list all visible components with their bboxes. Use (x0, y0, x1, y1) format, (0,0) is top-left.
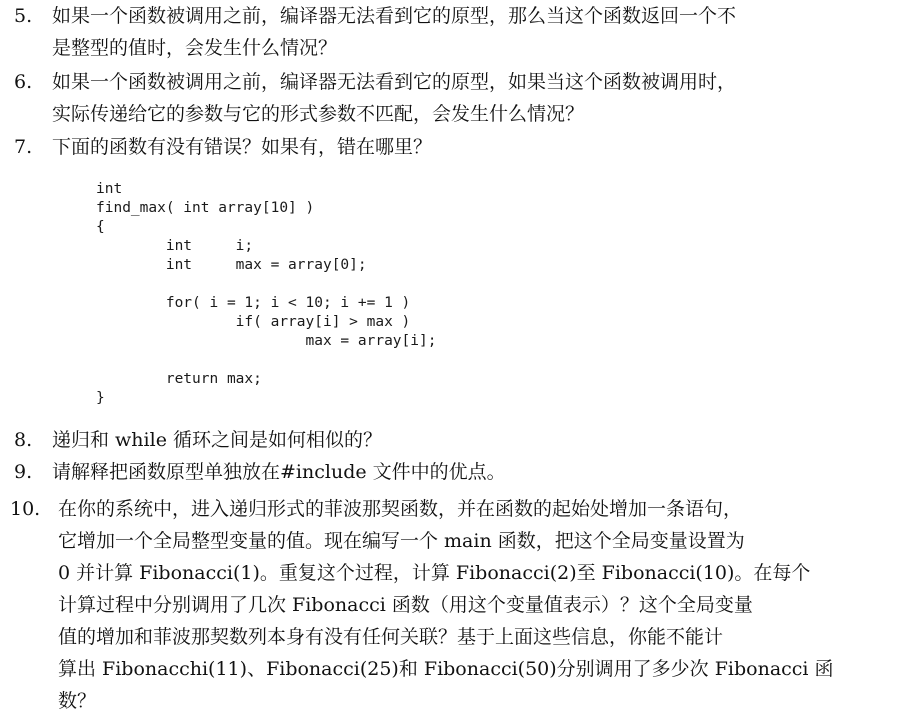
question-text-line: 在你的系统中，进入递归形式的菲波那契函数，并在函数的起始处增加一条语句， (58, 498, 743, 520)
question-number: 7. (14, 136, 33, 158)
question-text-line: 实际传递给它的参数与它的形式参数不匹配，会发生什么情况？ (52, 103, 585, 125)
code-line: int max = array[0]; (96, 257, 367, 273)
question-text-line: 值的增加和菲波那契数列本身有没有任何关联？基于上面这些信息，你能不能计 (58, 626, 724, 648)
question-number: 6. (14, 71, 33, 93)
question-number: 5. (14, 5, 33, 27)
code-line: } (96, 390, 105, 406)
code-line: int (96, 181, 123, 197)
question-text-line: 递归和 while 循环之间是如何相似的？ (52, 429, 382, 451)
question-number: 9. (14, 461, 33, 483)
question-text-line: 数？ (58, 690, 97, 712)
question-text-line: 计算过程中分别调用了几次 Fibonacci 函数（用这个变量值表示）？这个全局变量 (58, 594, 753, 616)
code-line: { (96, 219, 105, 235)
question-text-line: 0 并计算 Fibonacci(1)。重复这个过程，计算 Fibonacci(2)至 Fibonacci(10)。在每个 (58, 562, 811, 584)
question-text-line: 下面的函数有没有错误？如果有，错在哪里？ (52, 136, 433, 158)
question-text-line: 请解释把函数原型单独放在#include 文件中的优点。 (52, 461, 506, 483)
code-line: for( i = 1; i < 10; i += 1 ) (96, 295, 411, 311)
code-line: int i; (96, 238, 254, 254)
question-text-line: 如果一个函数被调用之前，编译器无法看到它的原型，那么当这个函数返回一个不 (52, 5, 737, 27)
code-line: return max; (96, 371, 262, 387)
question-number: 8. (14, 429, 33, 451)
question-text-line: 是整型的值时，会发生什么情况？ (52, 37, 338, 59)
question-text-line: 如果一个函数被调用之前，编译器无法看到它的原型，如果当这个函数被调用时， (52, 71, 737, 93)
code-line: find_max( int array[10] ) (96, 200, 315, 216)
question-number: 10. (10, 498, 41, 520)
question-text-line: 它增加一个全局整型变量的值。现在编写一个 main 函数，把这个全局变量设置为 (58, 530, 745, 552)
question-text-line: 算出 Fibonacchi(11)、Fibonacci(25)和 Fibonacci(50)分别调用了多少次 Fibonacci 函 (58, 658, 834, 680)
code-line: max = array[i]; (96, 333, 437, 349)
code-line: if( array[i] > max ) (96, 314, 411, 330)
